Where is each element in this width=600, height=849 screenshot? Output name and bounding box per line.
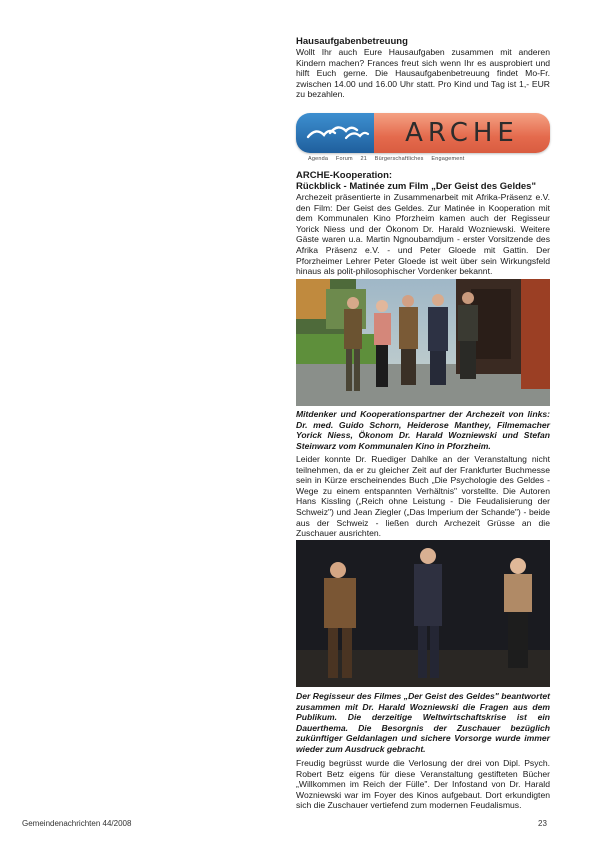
logo-word: ARCHE bbox=[405, 118, 519, 148]
photo2-caption: Der Regisseur des Filmes „Der Geist des Geldes" beantwortet zusammen mit Dr. Harald Wozniewski die Fragen aus dem Publikum. Die derzeitige Weltwirtschaftskrise ist ein Dauerthema. Die Besorgnis der Zuschauer bezüglich zukünftiger Geldanlagen und sichere Vorsorge wurde immer wieder zum Ausdruck gebracht. bbox=[296, 691, 550, 754]
logo-subtitle: Agenda Forum 21 Bürgerschaftliches Engagement bbox=[308, 156, 465, 162]
arche-logo bbox=[296, 113, 550, 153]
homework-text: Wollt Ihr auch Eure Hausaufgaben zusammen mit anderen Kindern machen? Frances freut sich wenn Ihr es ausprobiert und hilft Euch gerne. Die Hausaufgabenbetreuung findet Mo-Fr. zwischen 14.00 und 16.00 Uhr statt. Pro Kind und Tag ist 1,- EUR zu bezahlen. bbox=[296, 47, 550, 100]
cooperation-text-1: Archezeit präsentierte in Zusammenarbeit mit Afrika-Präsenz e.V. den Film: Der Geist des Geldes. Zur Matinée in Kooperation mit dem Kommunalen Kino Pforzheim kamen auch der Regisseur Yorick Niess und der Ökonom Dr. Harald Wozniewski. Weitere Gäste waren u.a. Martin Ngnoubamdjum - erster Vorsitzende des Afrika Präsenz e.V. - und Peter Gloede mit Gattin. Der Pforzheimer Lehrer Peter Gloede ist weit über sein Wirkungsfeld hinaus als polit-philosophischer Vordenker bekannt. bbox=[296, 192, 550, 277]
cooperation-text-2: Leider konnte Dr. Ruediger Dahlke an der Veranstaltung nicht teilnehmen, da er zu gleicher Zeit auf der Frankfurter Buchmesse sein in Kürze erscheinendes Buch „Die Psychologie des Geldes - Wege zu einem entspannten Verhältnis" vorstellte. Die Autoren Hans Kissling („Reich ohne Leistung - Die Feudalisierung der Schweiz") und Jean Ziegler („Das Imperium der Schande") - beide aus der Schweiz - ließen durch Archezeit Grüsse an die Zuschauer ausrichten. bbox=[296, 454, 550, 539]
homework-heading: Hausaufgabenbetreuung bbox=[296, 36, 408, 47]
footer-publication: Gemeindenachrichten 44/2008 bbox=[22, 819, 132, 828]
arche-cooperation-section bbox=[296, 170, 550, 277]
birds-icon bbox=[296, 113, 374, 153]
cooperation-heading: ARCHE-Kooperation: bbox=[296, 170, 393, 181]
retrospective-heading: Rückblick - Matinée zum Film „Der Geist des Geldes" bbox=[296, 181, 536, 192]
homework-section bbox=[296, 36, 550, 100]
page-number: 23 bbox=[538, 819, 547, 828]
logo-word-panel bbox=[374, 113, 550, 153]
photo1-caption-block bbox=[296, 409, 550, 451]
cooperation-text-3-block bbox=[296, 758, 550, 811]
stage-photo bbox=[296, 540, 550, 687]
stage-photo-illustration bbox=[296, 540, 550, 687]
group-photo-illustration bbox=[296, 279, 550, 406]
group-photo bbox=[296, 279, 550, 406]
cooperation-text-3: Freudig begrüsst wurde die Verlosung der drei von Dipl. Psych. Robert Betz eigens für diese Veranstaltung gestifteten Bücher „Willkommen im Reich der Fülle". Der Infostand von Dr. Harald Wozniewski war im Foyer des Kinos aufgebaut. Dort erkundigten sich die Zuschauer vertiefend zum modernen Feudalismus. bbox=[296, 758, 550, 811]
cooperation-text-2-block bbox=[296, 454, 550, 539]
photo2-caption-block bbox=[296, 691, 550, 755]
logo-birds-panel bbox=[296, 113, 374, 153]
photo1-caption: Mitdenker und Kooperationspartner der Archezeit von links: Dr. med. Guido Schorn, Heiderose Manthey, Filmemacher Yorick Niess, Ökonom Dr. Harald Wozniewski und Stefan Steinwarz vom Kommunalen Kino in Pforzheim. bbox=[296, 409, 550, 451]
